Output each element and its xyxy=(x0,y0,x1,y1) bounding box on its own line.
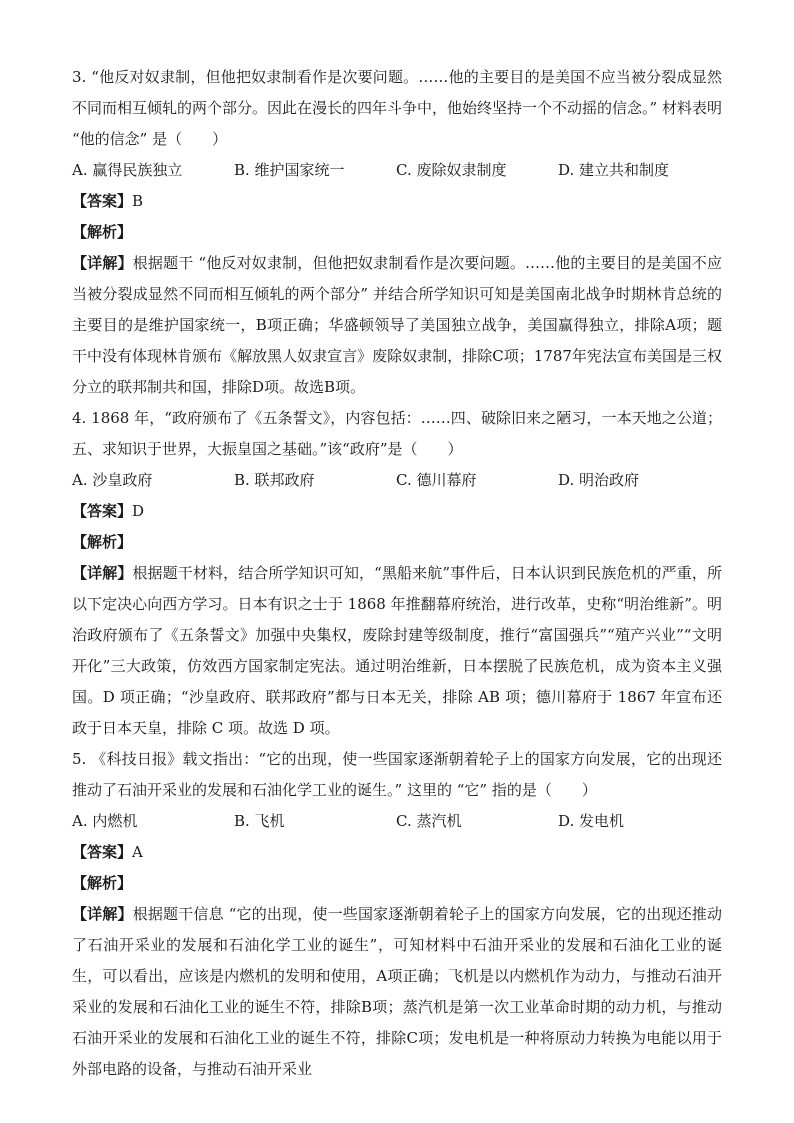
option-d: D. 发电机 xyxy=(558,812,625,830)
option-c: C. 蒸汽机 xyxy=(396,812,462,830)
option-b: B. 飞机 xyxy=(234,812,285,830)
option-d: D. 明治政府 xyxy=(558,471,640,489)
document-page xyxy=(72,62,722,1085)
analysis-line xyxy=(72,217,722,248)
option-a: A. 内燃机 xyxy=(72,812,138,830)
option-a: A. 赢得民族独立 xyxy=(72,161,183,179)
option-b: B. 联邦政府 xyxy=(234,471,315,489)
question-3 xyxy=(72,62,722,403)
detail-label: 【详解】 xyxy=(72,905,133,923)
question-stem: 5. 《科技日报》载文指出：“它的出现，使一些国家逐渐朝着轮子上的国家方向发展，它的出现还推动了石油开采业的发展和石油化学工业的诞生。” 这里的 “它” 指的是（ ） xyxy=(72,750,722,799)
analysis-label: 【解析】 xyxy=(72,223,133,241)
detail-paragraph xyxy=(72,899,722,1085)
answer-label: 【答案】 xyxy=(72,502,133,520)
analysis-line xyxy=(72,527,722,558)
detail-text: 根据题干信息 “它的出现，使一些国家逐渐朝着轮子上的国家方向发展，它的出现还推动了石油开采业的发展和石油化学工业的诞生”，可知材料中石油开采业的发展和石油化工业的诞生，可以看出，应该是内燃机的发明和使用，A项正确；飞机是以内燃机作为动力，与推动石油开采业的发展和石油化工业的诞生不符，排除B项；蒸汽机是第一次工业革命时期的动力机，与推动石油开采业的发展和石油化工业的诞生不符，排除C项；发电机是一种将原动力转换为电能以用于外部电路的设备，与推动石油开采业 xyxy=(72,905,722,1078)
option-a: A. 沙皇政府 xyxy=(72,471,153,489)
option-d: D. 建立共和制度 xyxy=(558,161,670,179)
option-b: B. 维护国家统一 xyxy=(234,161,345,179)
option-c: C. 废除奴隶制度 xyxy=(396,161,507,179)
options-row xyxy=(72,806,722,837)
question-5 xyxy=(72,744,722,1085)
answer-value: D xyxy=(132,502,145,520)
answer-line xyxy=(72,837,722,868)
answer-value: A xyxy=(132,843,143,861)
analysis-label: 【解析】 xyxy=(72,874,133,892)
options-row xyxy=(72,155,722,186)
analysis-line xyxy=(72,868,722,899)
question-stem: 4. 1868 年，“政府颁布了《五条誓文》，内容包括：……四、破除旧来之陋习，一本天地之公道；五、求知识于世界，大振皇国之基础。”该“政府”是（ ） xyxy=(72,409,722,458)
options-row xyxy=(72,465,722,496)
option-c: C. 德川幕府 xyxy=(396,471,477,489)
question-4 xyxy=(72,403,722,744)
detail-paragraph xyxy=(72,248,722,403)
detail-text: 根据题干 “他反对奴隶制，但他把奴隶制看作是次要问题。……他的主要目的是美国不应当被分裂成显然不同而相互倾轧的两个部分” 并结合所学知识可知是美国南北战争时期林肯总统的主要目的是维护国家统一，B项正确；华盛顿领导了美国独立战争，美国赢得独立，排除A项；题干中没有体现林肯颁布《解放黑人奴隶宣言》废除奴隶制，排除C项；1787年宪法宣布美国是三权分立的联邦制共和国，排除D项。故选B项。 xyxy=(72,254,722,396)
analysis-label: 【解析】 xyxy=(72,533,133,551)
answer-line xyxy=(72,496,722,527)
answer-label: 【答案】 xyxy=(72,192,133,210)
detail-label: 【详解】 xyxy=(72,254,133,272)
detail-text: 根据题干材料，结合所学知识可知，“黑船来航”事件后，日本认识到民族危机的严重，所以下定决心向西方学习。日本有识之士于 1868 年推翻幕府统治，进行改革，史称“明治维新”。明治政府颁布了《五条誓文》加强中央集权，废除封建等级制度，推行“富国强兵”“殖产兴业”“文明开化”三大政策，仿效西方国家制定宪法。通过明治维新，日本摆脱了民族危机，成为资本主义强国。D 项正确；“沙皇政府、联邦政府”都与日本无关，排除 AB 项；德川幕府于 1867 年宣布还政于日本天皇，排除 C 项。故选 D 项。 xyxy=(72,564,722,737)
detail-paragraph xyxy=(72,558,722,744)
answer-label: 【答案】 xyxy=(72,843,133,861)
question-stem: 3. “他反对奴隶制，但他把奴隶制看作是次要问题。……他的主要目的是美国不应当被分裂成显然不同而相互倾轧的两个部分。因此在漫长的四年斗争中，他始终坚持一个不动摇的信念。” 材料表明 “他的信念” 是（ ） xyxy=(72,68,722,148)
answer-line xyxy=(72,186,722,217)
answer-value: B xyxy=(132,192,144,210)
detail-label: 【详解】 xyxy=(72,564,133,582)
